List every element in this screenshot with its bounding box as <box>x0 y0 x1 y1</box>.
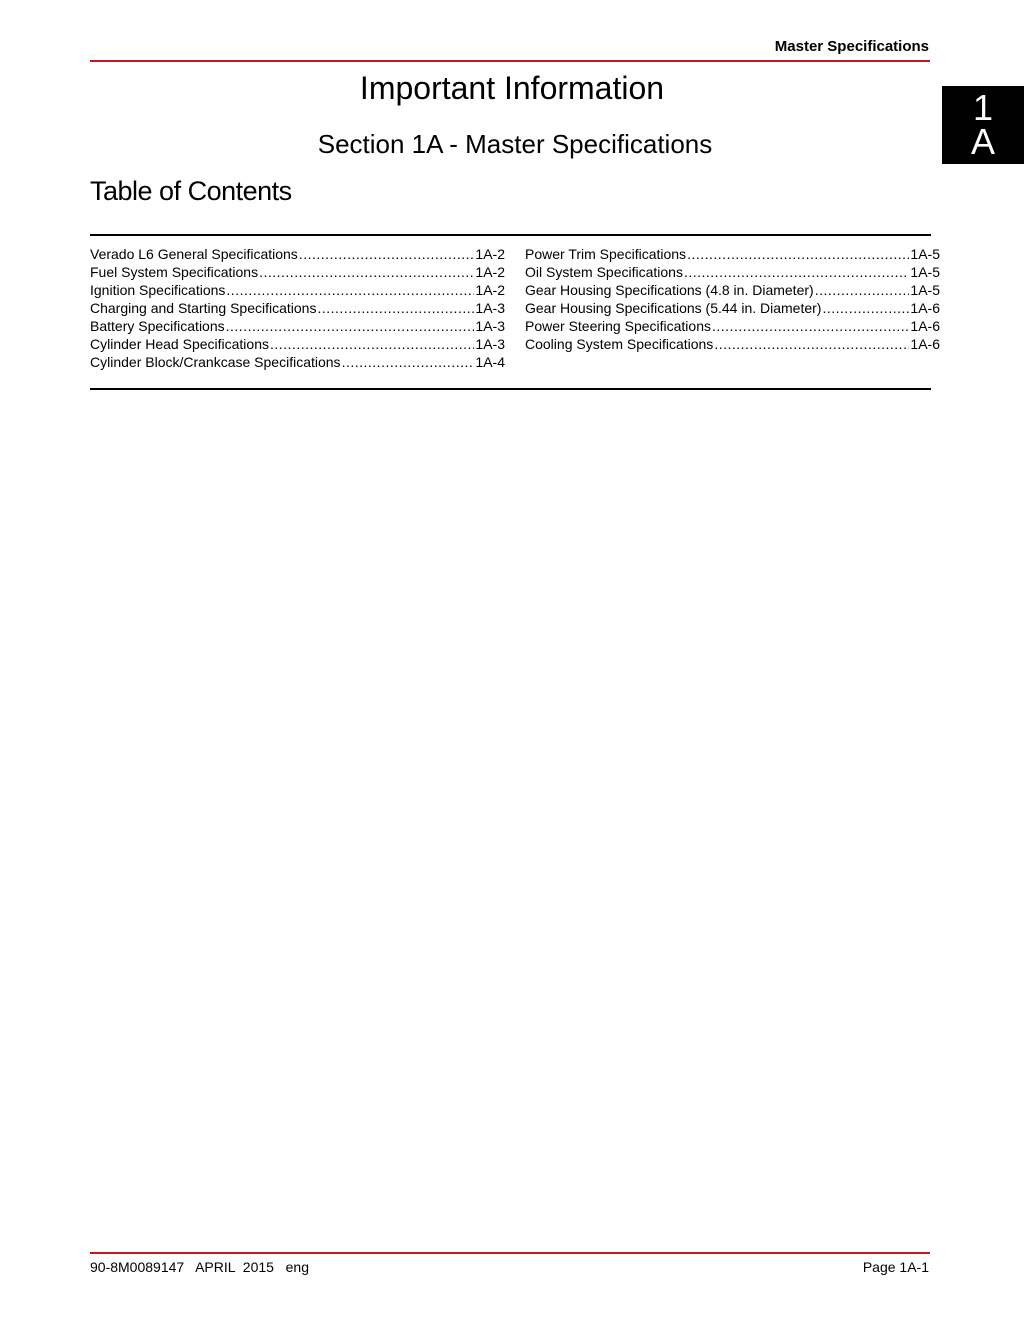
toc-leader <box>270 335 474 353</box>
toc-entry-title: Gear Housing Specifications (4.8 in. Diameter) <box>525 282 814 298</box>
toc-leader <box>226 317 475 335</box>
toc-leader <box>226 281 474 299</box>
page-title: Important Information <box>359 70 665 106</box>
toc-entry-title: Verado L6 General Specifications <box>90 246 298 262</box>
toc-entry-title: Charging and Starting Specifications <box>90 300 317 316</box>
running-header: Master Specifications <box>774 38 929 55</box>
toc-leader <box>714 335 909 353</box>
section-tab-letter: A <box>970 121 995 162</box>
toc-entry-page: 1A-3 <box>475 336 505 352</box>
toc-entry-title: Power Trim Specifications <box>525 246 687 262</box>
toc-entry[interactable] <box>90 299 505 317</box>
toc-entry[interactable] <box>525 317 940 335</box>
toc-leader <box>317 299 474 317</box>
toc-entry[interactable] <box>90 263 505 281</box>
toc-leader <box>822 299 909 317</box>
toc-entry-page: 1A-2 <box>475 282 505 298</box>
footer-page-number: Page 1A-1 <box>862 1259 929 1275</box>
footer-red-rule <box>90 1252 930 1254</box>
toc-entry-page: 1A-2 <box>475 246 505 262</box>
footer-doc-info: 90-8M0089147 APRIL 2015 eng <box>90 1259 309 1275</box>
toc-entry-page: 1A-6 <box>910 318 940 334</box>
toc-entry[interactable] <box>90 317 505 335</box>
toc-entry-title: Oil System Specifications <box>525 264 683 280</box>
toc-leader <box>299 245 475 263</box>
toc-entry-page: 1A-4 <box>475 354 505 370</box>
toc-left-column <box>90 245 505 371</box>
toc-entry-page: 1A-6 <box>910 300 940 316</box>
toc-entry-page: 1A-5 <box>910 264 940 280</box>
toc-entry-title: Gear Housing Specifications (5.44 in. Diameter) <box>525 300 822 316</box>
toc-entry-page: 1A-2 <box>475 264 505 280</box>
toc-entry-title: Cylinder Head Specifications <box>90 336 269 352</box>
toc-leader <box>712 317 909 335</box>
toc-entry-title: Fuel System Specifications <box>90 264 259 280</box>
toc-entry-page: 1A-3 <box>475 300 505 316</box>
toc-entry[interactable] <box>90 353 505 371</box>
section-subtitle: Section 1A - Master Specifications <box>317 129 713 159</box>
toc-entry-page: 1A-5 <box>910 246 940 262</box>
toc-entry[interactable] <box>525 263 940 281</box>
section-tab-number: 1 <box>972 87 994 128</box>
toc-leader <box>687 245 909 263</box>
toc-entry[interactable] <box>525 299 940 317</box>
toc-entry-page: 1A-3 <box>475 318 505 334</box>
toc-entry[interactable] <box>525 335 940 353</box>
toc-entry[interactable] <box>90 245 505 263</box>
toc-entry[interactable] <box>525 245 940 263</box>
toc-entry[interactable] <box>90 281 505 299</box>
toc-entry[interactable] <box>90 335 505 353</box>
toc-entry-page: 1A-5 <box>910 282 940 298</box>
toc-bottom-rule <box>90 388 931 390</box>
toc-entry-page: 1A-6 <box>910 336 940 352</box>
toc-leader <box>342 353 475 371</box>
toc-entry[interactable] <box>525 281 940 299</box>
toc-entry-title: Cylinder Block/Crankcase Specifications <box>90 354 341 370</box>
header-red-rule <box>90 60 930 62</box>
toc-entry-title: Cooling System Specifications <box>525 336 714 352</box>
toc-entry-title: Power Steering Specifications <box>525 318 711 334</box>
toc-right-column <box>525 245 940 353</box>
toc-heading: Table of Contents <box>90 176 292 206</box>
toc-leader <box>684 263 909 281</box>
toc-entry-title: Ignition Specifications <box>90 282 226 298</box>
toc-top-rule <box>90 234 931 236</box>
toc-leader <box>815 281 910 299</box>
toc-entry-title: Battery Specifications <box>90 318 225 334</box>
toc-leader <box>259 263 474 281</box>
